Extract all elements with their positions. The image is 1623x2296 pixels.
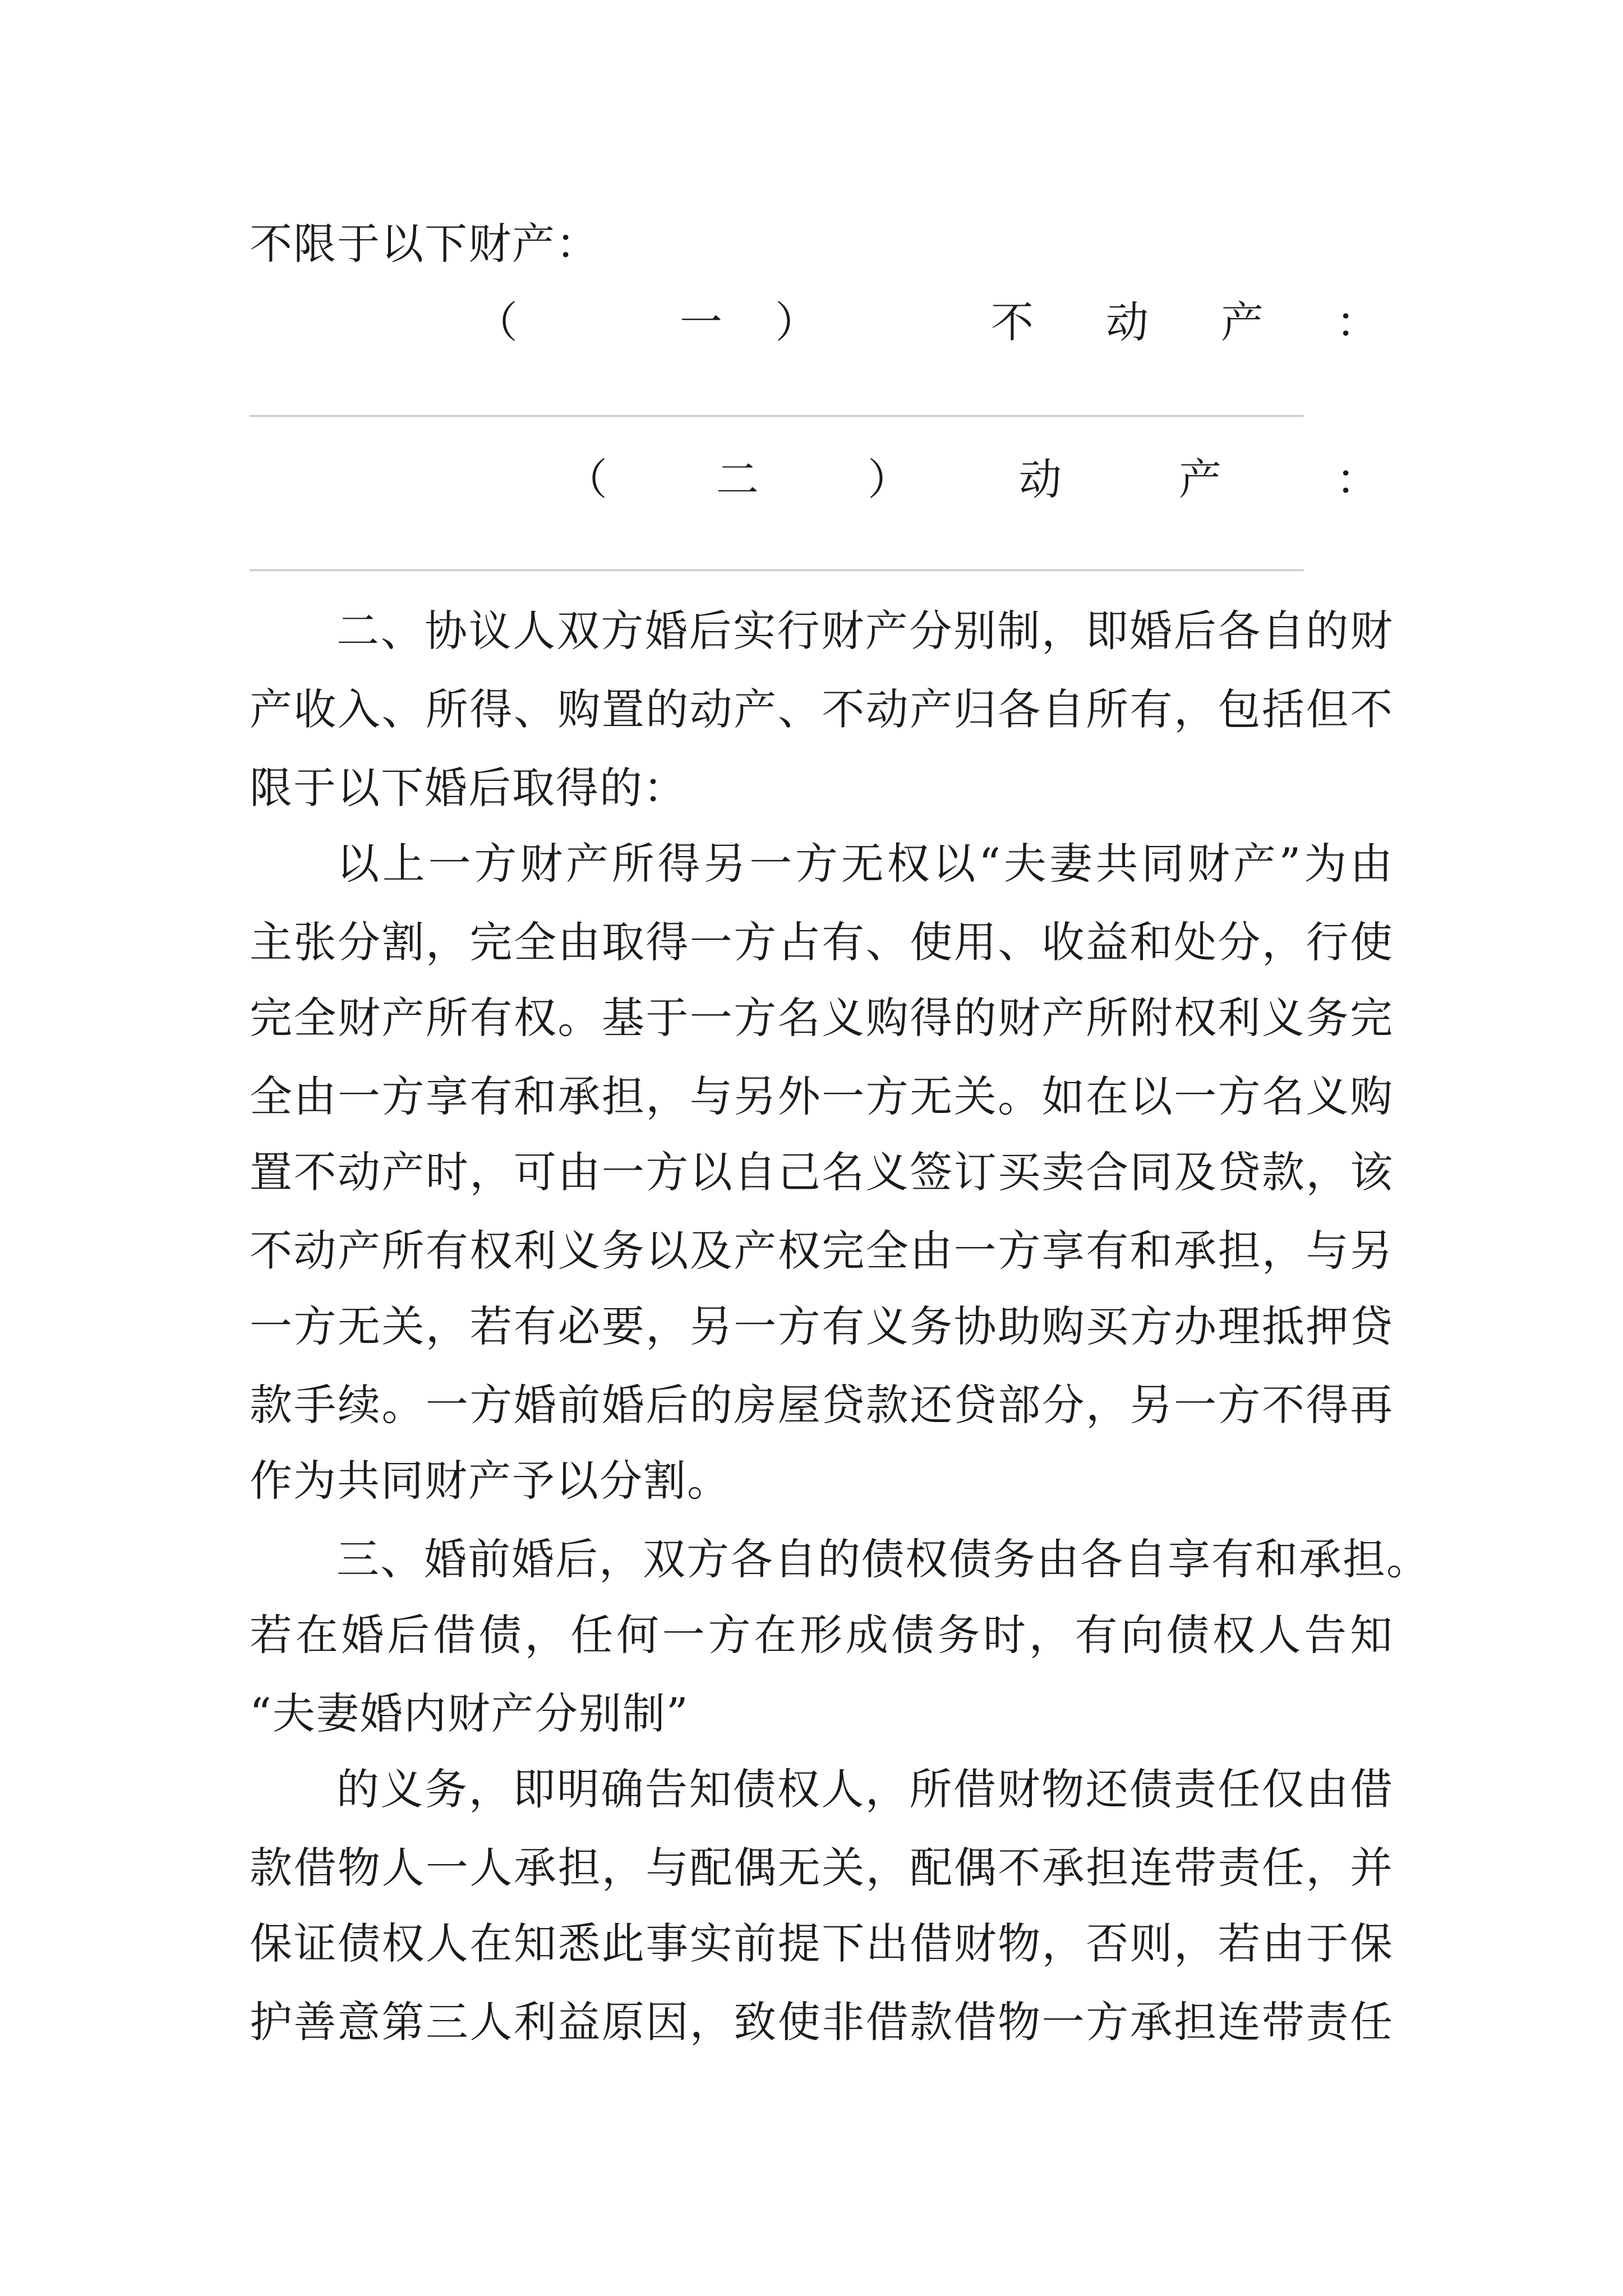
item-number: 一 [680, 297, 722, 347]
paragraph-3-line-4: 全由一方享有和承担，与另外一方无关。如在以一方名义购 [250, 1071, 1394, 1121]
item-heading-real-estate [0, 283, 1623, 362]
paragraph-3-line-6: 不动产所有权利义务以及产权完全由一方享有和承担，与另 [250, 1226, 1394, 1276]
paragraph-4-line-2: 若在婚后借债，任何一方在形成债务时，有向债权人告知 [250, 1610, 1394, 1660]
paragraph-3-line-7: 一方无关，若有必要，另一方有义务协助购买方办理抵押贷 [250, 1301, 1394, 1351]
item-heading-movable-property [0, 440, 1623, 519]
paragraph-3-line-8: 款手续。一方婚前婚后的房屋贷款还贷部分，另一方不得再 [250, 1380, 1394, 1430]
colon: ： [1336, 297, 1378, 347]
open-paren: （ [475, 297, 518, 347]
fill-in-line-movable-property [250, 569, 1304, 571]
paragraph-2-line-1: 二、协议人双方婚后实行财产分别制，即婚后各自的财 [336, 606, 1394, 656]
paragraph-3-line-9: 作为共同财产予以分割。 [250, 1456, 731, 1506]
paragraph-3-line-1: 以上一方财产所得另一方无权以“夫妻共同财产”为由 [336, 839, 1394, 889]
paragraph-2-line-3: 限于以下婚后取得的： [250, 763, 687, 813]
paragraph-4-line-1: 三、婚前婚后，双方各自的债权债务由各自享有和承担。 [336, 1534, 1430, 1584]
item-number: 二 [716, 454, 759, 504]
label-char: 不 [991, 297, 1034, 347]
fill-in-line-real-estate [250, 415, 1304, 417]
intro-line: 不限于以下财产： [250, 219, 600, 269]
paragraph-5-line-4: 护善意第三人利益原因，致使非借款借物一方承担连带责任 [250, 1997, 1394, 2047]
paragraph-2-line-2: 产收入、所得、购置的动产、不动产归各自所有，包括但不 [250, 684, 1394, 734]
label-char: 动 [1106, 297, 1149, 347]
close-paren: ） [775, 297, 818, 347]
paragraph-3-line-3: 完全财产所有权。基于一方名义购得的财产所附权利义务完 [250, 993, 1394, 1043]
close-paren: ） [868, 454, 910, 504]
paragraph-5-line-2: 款借物人一人承担，与配偶无关，配偶不承担连带责任，并 [250, 1843, 1394, 1893]
paragraph-5-line-1: 的义务，即明确告知债权人，所借财物还债责任仅由借 [336, 1764, 1394, 1814]
label-char: 产 [1179, 454, 1221, 504]
open-paren: （ [565, 454, 607, 504]
label-char: 动 [1019, 454, 1062, 504]
paragraph-3-line-5: 置不动产时，可由一方以自己名义签订买卖合同及贷款，该 [250, 1147, 1394, 1197]
paragraph-4-line-3: “夫妻婚内财产分别制” [250, 1688, 689, 1738]
paragraph-3-line-2: 主张分割，完全由取得一方占有、使用、收益和处分，行使 [250, 917, 1394, 967]
label-char: 产 [1221, 297, 1264, 347]
paragraph-5-line-3: 保证债权人在知悉此事实前提下出借财物，否则，若由于保 [250, 1918, 1394, 1968]
colon: ： [1336, 454, 1378, 504]
